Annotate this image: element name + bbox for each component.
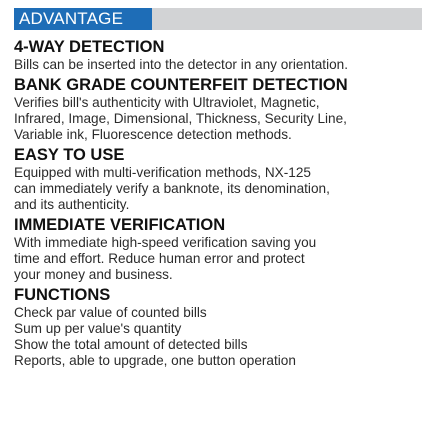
section-text-line: Bills can be inserted into the detector in any orientation. bbox=[14, 57, 349, 72]
section-text-line: and its authenticity. bbox=[14, 197, 130, 212]
section-text-line: time and effort. Reduce human error and protect bbox=[14, 251, 305, 266]
section-text-line: Reports, able to upgrade, one button operation bbox=[14, 353, 296, 368]
feature-section-functions bbox=[14, 285, 428, 369]
section-heading: 4-WAY DETECTION bbox=[14, 38, 165, 56]
section-text-line: Variable ink, Fluorescence detection methods. bbox=[14, 127, 292, 142]
advantage-title: ADVANTAGE bbox=[14, 8, 152, 30]
section-text-line: Check par value of counted bills bbox=[14, 305, 207, 320]
section-heading: BANK GRADE COUNTERFEIT DETECTION bbox=[14, 76, 348, 94]
section-heading: IMMEDIATE VERIFICATION bbox=[14, 216, 226, 234]
section-text-line: can immediately verify a banknote, its denomination, bbox=[14, 181, 330, 196]
section-heading: EASY TO USE bbox=[14, 146, 125, 164]
advantage-banner bbox=[14, 8, 422, 30]
section-text-line: Infrared, Image, Dimensional, Thickness, Security Line, bbox=[14, 111, 347, 126]
section-text-line: Equipped with multi-verification methods, NX-125 bbox=[14, 165, 311, 180]
section-text-line: Show the total amount of detected bills bbox=[14, 337, 248, 352]
feature-list bbox=[14, 37, 428, 371]
feature-section-4-way-detection bbox=[14, 37, 428, 73]
feature-section-immediate-verification bbox=[14, 215, 428, 283]
section-text-line: With immediate high-speed verification saving you bbox=[14, 235, 317, 250]
section-heading: FUNCTIONS bbox=[14, 286, 111, 304]
section-text-line: Verifies bill's authenticity with Ultraviolet, Magnetic, bbox=[14, 95, 320, 110]
feature-section-counterfeit-detection bbox=[14, 75, 428, 143]
section-text-line: Sum up per value's quantity bbox=[14, 321, 182, 336]
section-text-line: your money and business. bbox=[14, 267, 173, 282]
feature-section-easy-to-use bbox=[14, 145, 428, 213]
